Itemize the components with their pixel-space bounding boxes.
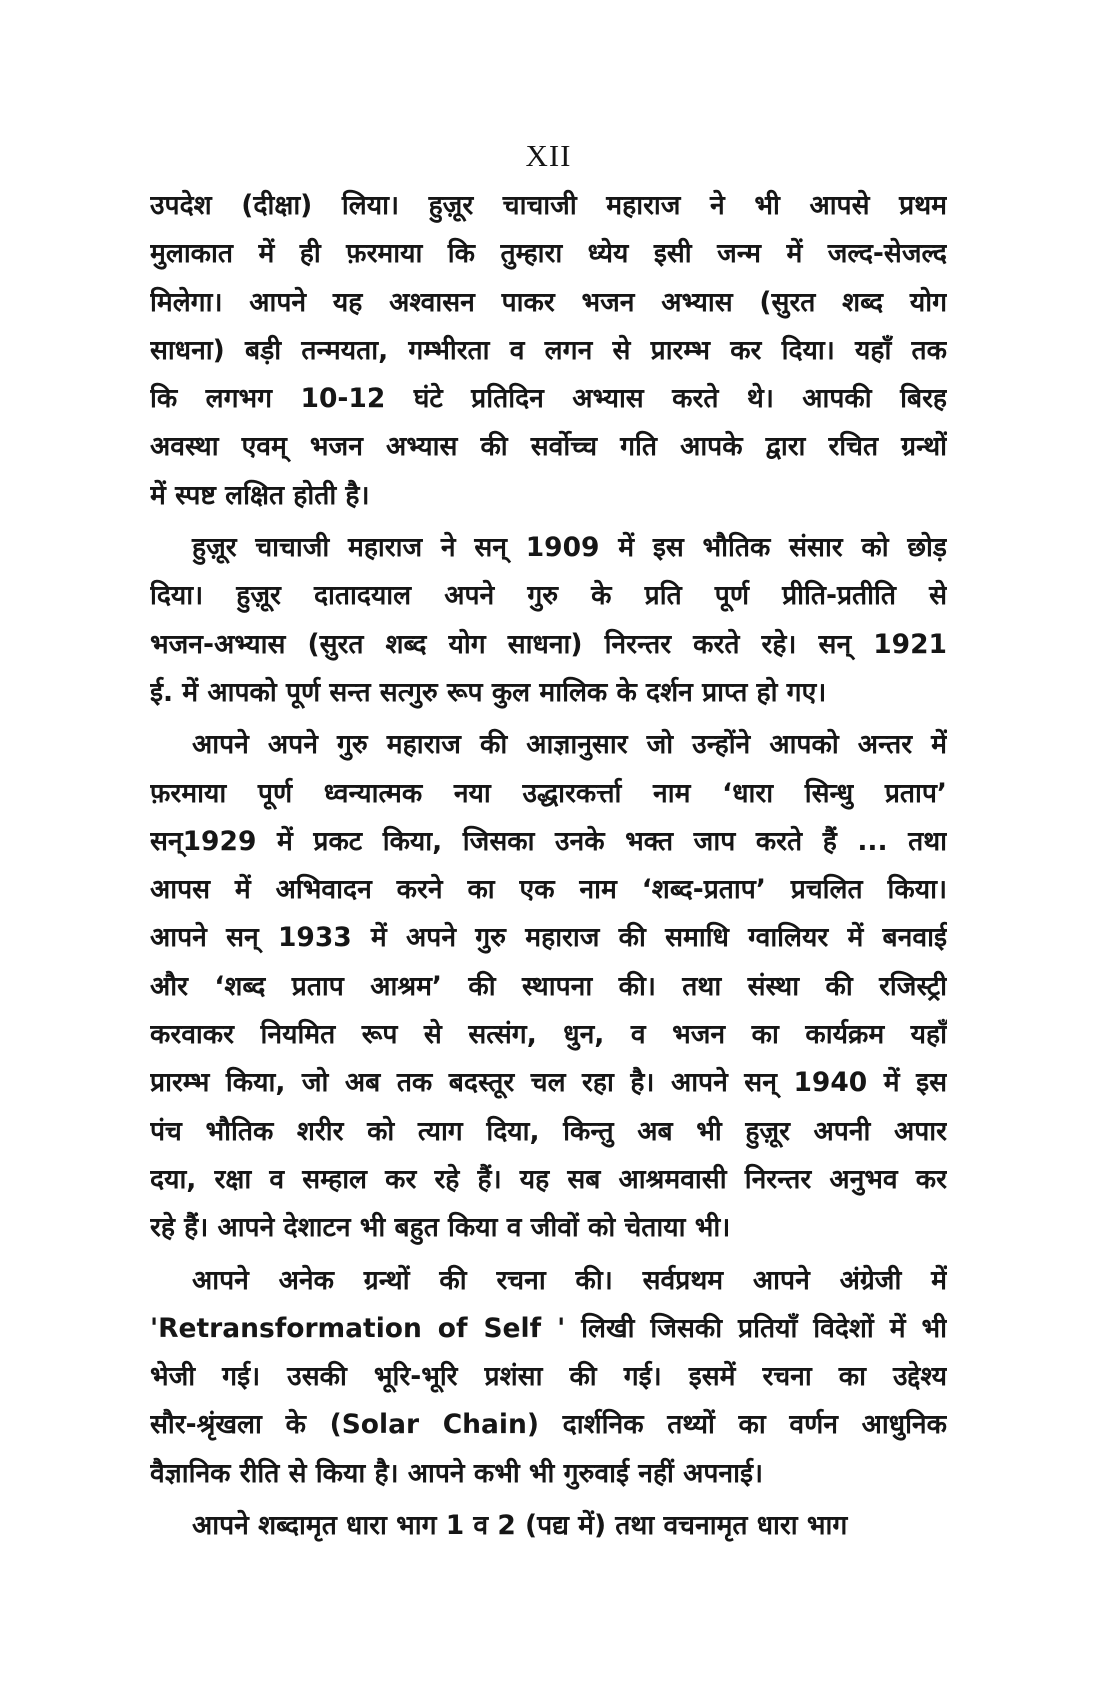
text-line: रहे हैं। आपने देशाटन भी बहुत किया व जीवों को चेताया भी। <box>150 1212 731 1244</box>
text-line: साधना) बड़ी तन्मयता, गम्भीरता व लगन से प्रारम्भ कर दिया। यहाँ तक <box>150 334 947 366</box>
text-line: सौर-श्रृंखला के (Solar Chain) दार्शनिक तथ्यों का वर्णन आधुनिक <box>150 1409 947 1441</box>
text-line: प्रारम्भ किया, जो अब तक बदस्तूर चल रहा है। आपने सन् 1940 में इस <box>150 1067 947 1099</box>
paragraph <box>150 182 947 520</box>
text-line: हुज़ूर चाचाजी महाराज ने सन् 1909 में इस भौतिक संसार को छोड़ <box>192 532 947 564</box>
text-line: आपने अपने गुरु महाराज की आज्ञानुसार जो उन्होंने आपको अन्तर में <box>192 729 947 761</box>
text-line: और ‘शब्द प्रताप आश्रम’ की स्थापना की। तथा संस्था की रजिस्ट्री <box>150 970 947 1002</box>
book-page <box>150 138 947 1554</box>
text-line: आपने शब्दामृत धारा भाग 1 व 2 (पद्य में) तथा वचनामृत धारा भाग <box>192 1510 848 1542</box>
text-line: ई. में आपको पूर्ण सन्त सत्गुरु रूप कुल मालिक के दर्शन प्राप्त हो गए। <box>150 676 827 708</box>
text-line: भजन-अभ्यास (सुरत शब्द योग साधना) निरन्तर करते रहे। सन् 1921 <box>150 628 947 660</box>
paragraph <box>150 524 947 717</box>
text-line: मुलाकात में ही फ़रमाया कि तुम्हारा ध्येय इसी जन्म में जल्द-सेजल्द <box>150 238 947 270</box>
page-number: XII <box>525 138 572 173</box>
text-line: पंच भौतिक शरीर को त्याग दिया, किन्तु अब भी हुज़ूर अपनी अपार <box>150 1115 947 1147</box>
paragraph <box>150 721 947 1252</box>
text-line: सन्1929 में प्रकट किया, जिसका उनके भक्त जाप करते हैं ... तथा <box>150 825 947 857</box>
text-line: में स्पष्ट लक्षित होती है। <box>150 479 370 511</box>
text-line: कि लगभग 10-12 घंटे प्रतिदिन अभ्यास करते थे। आपकी बिरह <box>150 383 947 415</box>
text-line: अवस्था एवम् भजन अभ्यास की सर्वोच्च गति आपके द्वारा रचित ग्रन्थों <box>150 431 947 463</box>
text-line: दया, रक्षा व सम्हाल कर रहे हैं। यह सब आश्रमवासी निरन्तर अनुभव कर <box>150 1163 947 1195</box>
text-line: दिया। हुज़ूर दातादयाल अपने गुरु के प्रति पूर्ण प्रीति-प्रतीति से <box>150 580 947 612</box>
paragraph <box>150 1502 947 1550</box>
text-line: फ़रमाया पूर्ण ध्वन्यात्मक नया उद्धारकर्त्ता नाम ‘धारा सिन्धु प्रताप’ <box>150 777 947 809</box>
paragraph <box>150 1257 947 1498</box>
text-line: मिलेगा। आपने यह अश्वासन पाकर भजन अभ्यास (सुरत शब्द योग <box>150 286 947 318</box>
text-line: भेजी गई। उसकी भूरि-भूरि प्रशंसा की गई। इसमें रचना का उद्देश्य <box>150 1361 947 1393</box>
text-line: आपने सन् 1933 में अपने गुरु महाराज की समाधि ग्वालियर में बनवाई <box>150 922 947 954</box>
text-line: आपने अनेक ग्रन्थों की रचना की। सर्वप्रथम आपने अंग्रेजी में <box>192 1264 947 1296</box>
text-line: आपस में अभिवादन करने का एक नाम ‘शब्द-प्रताप’ प्रचलित किया। <box>150 874 947 906</box>
body-text <box>150 182 947 1550</box>
text-line: वैज्ञानिक रीति से किया है। आपने कभी भी गुरुवाई नहीं अपनाई। <box>150 1457 764 1489</box>
text-line: उपदेश (दीक्षा) लिया। हुज़ूर चाचाजी महाराज ने भी आपसे प्रथम <box>150 190 947 221</box>
text-line: करवाकर नियमित रूप से सत्संग, धुन, व भजन का कार्यक्रम यहाँ <box>150 1019 947 1051</box>
text-line: 'Retransformation of Self ' लिखी जिसकी प्रतियाँ विदेशों में भी <box>150 1312 947 1344</box>
